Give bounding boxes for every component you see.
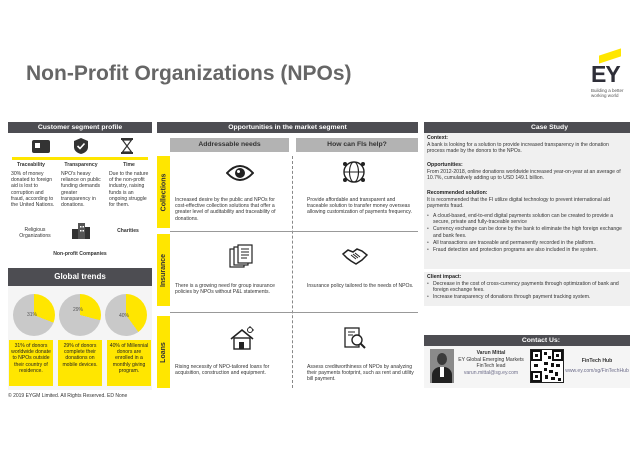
hourglass-icon: [121, 138, 133, 154]
ey-logo: [585, 52, 627, 104]
impact-list: [427, 281, 627, 302]
column-divider: [292, 156, 293, 388]
trait-text-traceability: 30% of money donated to foreign aid is lost to corruption and fraud, according to the United Nations.: [11, 171, 55, 209]
solar-house-icon: [229, 326, 255, 350]
footer-copyright: © 2019 EYGM Limited. All Rights Reserved. ED None: [8, 393, 128, 399]
eye-icon: [226, 163, 254, 183]
need-loans: Rising necessity of NPO-tailored loans for acquisition, construction and equipment.: [175, 364, 270, 377]
impact-point: • Decrease in the cost of cross-currency payments through optimization of bank and foreign exchange fees.: [427, 281, 627, 293]
contact-name: Varun Mittal: [476, 350, 506, 356]
row-label-insurance: [157, 234, 170, 306]
solution-list: [427, 213, 627, 254]
impact-label: Client impact:: [427, 274, 462, 280]
solution-point: • Fraud detection and protection programs are also included in the system.: [427, 247, 627, 253]
building-icon: [72, 223, 90, 239]
solution-point: • Currency exchange can be done by the bank to eliminate the high foreign exchange and bank fees.: [427, 226, 627, 238]
solution-point: • All transactions are traceable and permanently recorded in the platform.: [427, 240, 627, 246]
trend-stat-1: 31% of donors worldwide donate to NPOs outside their country of residence.: [9, 340, 53, 386]
solution-intro: It is recommended that the FI utilize digital technology to prevent international aid payments fraud.: [427, 197, 610, 210]
trend-stat-3: 40% of Millennial donors are enrolled in a monthly giving program.: [107, 340, 151, 386]
fintech-hub-link[interactable]: www.ey.com/sg/FinTechHub: [565, 368, 629, 374]
trait-label-time: Time: [123, 162, 135, 168]
trait-label-transparency: Transparency: [64, 162, 98, 168]
help-collections: Provide affordable and transparent and traceable solution to transfer money overseas allowing customization of payments frequency.: [307, 197, 412, 216]
row-divider-2: [170, 312, 418, 313]
help-loans: Assess creditworthiness of NPOs by analyzing their payments footprint, such as rent and utility bill payment.: [307, 364, 414, 383]
customer-profile-header: Customer segment profile: [8, 122, 152, 133]
opportunities-label: Opportunities:: [427, 162, 463, 168]
need-insurance: There is a growing need for group insurance policies by NPOs without P&L statements.: [175, 283, 275, 296]
trait-text-time: Due to the nature of the non-profit industry, raising funds is an ongoing struggle for them.: [109, 171, 149, 209]
analysis-icon: [342, 326, 366, 350]
row-label-loans: [157, 316, 170, 388]
pie-chart-2: [59, 294, 101, 336]
contact-email[interactable]: varun.mittal@sg.ey.com: [463, 370, 519, 376]
globe-network-icon: [342, 160, 366, 184]
handshake-icon: [342, 246, 368, 266]
need-collections: Increased desire by the public and NPOs for cost-effective collection solutions that offer a greater level of auditability and traceability of donations.: [175, 197, 276, 222]
documents-icon: [229, 244, 253, 268]
contact-panel: [424, 346, 630, 388]
contact-role-1: EY Global Emerging Markets: [458, 357, 524, 363]
row-label-insurance-text: Insurance: [160, 253, 168, 287]
trend-stat-2: 29% of donors complete their donations on mobile devices.: [58, 340, 102, 386]
global-trends-header: Global trends: [8, 268, 152, 286]
trait-text-transparency: NPO's heavy reliance on public funding demands greater transparency in donations.: [61, 171, 101, 209]
fintech-hub-title: FinTech Hub: [581, 358, 613, 364]
case-study-header: Case Study: [424, 122, 630, 133]
tick-icon: [74, 138, 88, 154]
context-text: A bank is looking for a solution to provide increased transparency in the donation process made by the donors to the NPOs.: [427, 142, 609, 155]
row-label-collections: [157, 156, 170, 228]
org-religious: Religious Organizations: [19, 227, 51, 240]
solution-point: • A cloud-based, end-to-end digital payments solution can be created to provide a secure, private and fully-traceable service: [427, 213, 627, 225]
contact-role-2: FinTech lead: [476, 363, 506, 369]
opportunities-text: From 2012-2018, online donations worldwide increased year-on-year at an average of 10.7%, cumulatively adding up to USD 149.1 billion.: [427, 169, 621, 182]
profile-divider: [12, 157, 148, 160]
contact-header: Contact Us:: [424, 335, 630, 346]
row-label-loans-text: Loans: [160, 341, 167, 363]
pie-label-2: 29%: [73, 307, 84, 313]
avatar: [430, 349, 454, 383]
logo-tagline: Building a better working world: [591, 88, 624, 98]
solution-label: Recommended solution:: [427, 190, 488, 196]
credit-card-icon: [32, 140, 50, 153]
qr-code-icon: [530, 349, 564, 383]
impact-point: • Increase transparency of donations through payment tracking system.: [427, 294, 627, 300]
help-insurance: Insurance policy tailored to the needs of NPOs.: [307, 283, 414, 289]
pie-label-1: 31%: [27, 312, 38, 318]
col-help-header: How can FIs help?: [296, 138, 418, 152]
org-charities: Charities: [117, 228, 139, 234]
opportunities-header: Opportunities in the market segment: [157, 122, 418, 133]
global-trends-panel: [8, 286, 152, 390]
context-label: Context:: [427, 135, 449, 141]
trait-label-traceability: Traceability: [16, 162, 46, 168]
page-title: Non-Profit Organizations (NPOs): [26, 62, 352, 85]
customer-profile-panel: [8, 133, 152, 262]
row-label-collections-text: Collections: [160, 173, 168, 211]
col-needs-header: Addressable needs: [170, 138, 289, 152]
logo-brand: EY: [591, 61, 620, 87]
org-non-profit-companies: Non-profit Companies: [53, 251, 107, 257]
pie-label-3: 40%: [119, 313, 130, 319]
row-divider-1: [170, 231, 418, 232]
